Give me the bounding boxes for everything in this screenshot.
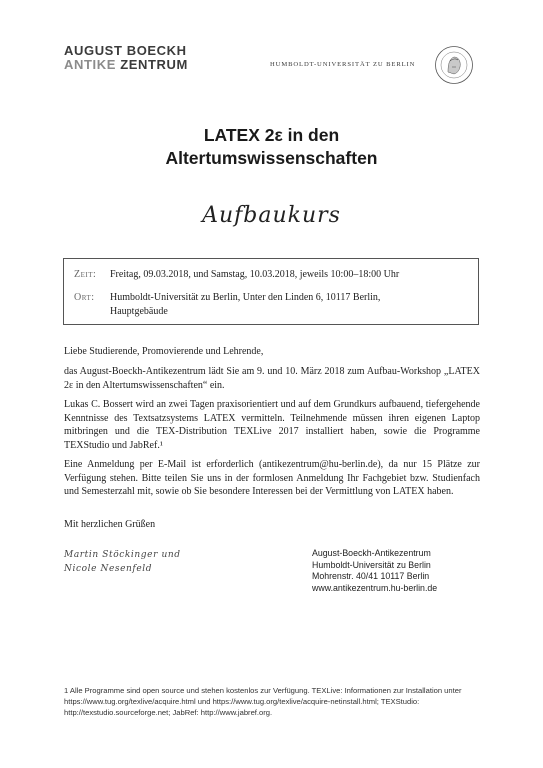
course-subtitle: Aufbaukurs	[202, 203, 341, 228]
info-box	[63, 258, 479, 325]
greeting: Liebe Studierende, Promovierende und Lehrende,	[64, 346, 264, 357]
address-line-1: August-Boeckh-Antikezentrum	[312, 548, 431, 558]
address-line-3: Mohrenstr. 40/41 10117 Berlin	[312, 571, 430, 581]
paragraph-2: Lukas C. Bossert wird an zwei Tagen praxisorientiert und auf dem Grundkurs aufbauend, tiefergehende Kenntnisse des Textsatzsystems LATEX vermitteln. Teilnehmende müssen ihren eigenen Laptop mitbringen und die TEX-Distribution TEXLive 2017 installiert haben, sowie die Programme TEXStudio und JabRef.¹	[64, 399, 480, 451]
place-value-line-2: Hauptgebäude	[110, 306, 168, 317]
address-block	[312, 548, 437, 594]
logo-word-antike: ANTIKE	[64, 57, 116, 72]
title-line-1: LATEX 2ε in den	[203, 125, 340, 145]
closing: Mit herzlichen Grüßen	[64, 519, 156, 530]
website-link[interactable]: www.antikezentrum.hu-berlin.de	[312, 582, 438, 593]
address-line-2: Humboldt-Universität zu Berlin	[312, 559, 431, 570]
university-seal-icon	[434, 45, 474, 85]
time-value: Freitag, 09.03.2018, und Samstag, 10.03.2018, jeweils 10:00–18:00 Uhr	[110, 269, 400, 280]
footnote: 1 Alle Programme sind open source und stehen kostenlos zur Verfügung. TEXLive: Informationen zur Installation unter https://www.tug.org/texlive/acquire.html und https://www.tug.org/texlive/acquire-netinstall.html; TEXStudio: http://texstudio.sourceforge.net; JabRef: http://www.jabref.org.	[64, 686, 462, 717]
paragraph-1: das August-Boeckh-Antikezentrum lädt Sie am 9. und 10. März 2018 zum Aufbau-Workshop „LATEX 2ε in den Altertumswissenschaften“ ein.	[64, 366, 480, 391]
signature-line-2: Nicole Nesenfeld	[64, 564, 153, 574]
logo-line-2	[64, 58, 188, 72]
logo-word-zentrum: ZENTRUM	[116, 57, 188, 72]
place-key: Ort:	[74, 292, 95, 303]
title-line-2: Altertumswissenschaften	[165, 148, 378, 168]
antikezentrum-logo	[64, 44, 188, 72]
logo-line-1: AUGUST BOECKH	[64, 43, 187, 58]
time-key: Zeit:	[74, 269, 97, 280]
signature-line-1: Martin Stöckinger und	[64, 550, 181, 560]
university-name: HUMBOLDT-UNIVERSITÄT ZU BERLIN	[270, 61, 416, 68]
paragraph-3: Eine Anmeldung per E-Mail ist erforderlich (antikezentrum@hu-berlin.de), da nur 15 Plätze zur Verfügung stehen. Bitte teilen Sie uns in der formlosen Anmeldung Ihr Fachgebiet bzw. Studienfach und Semesterzahl mit, sowie ob Sie besondere Interessen bei der Vermittlung von LATEX haben.	[64, 459, 480, 497]
place-value-line-1: Humboldt-Universität zu Berlin, Unter den Linden 6, 10117 Berlin,	[110, 292, 381, 303]
signature	[64, 548, 181, 576]
